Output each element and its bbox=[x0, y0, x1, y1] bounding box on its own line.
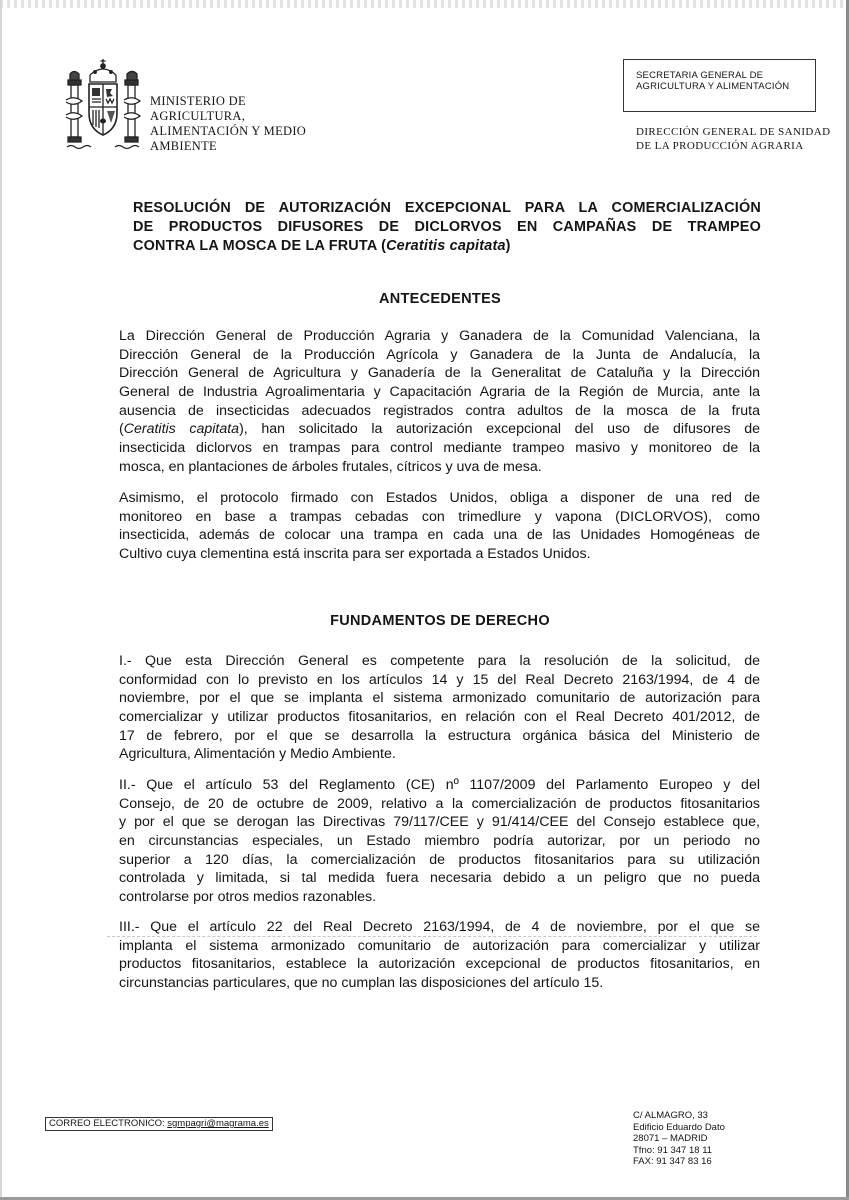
text-line: noviembre, por el que se implanta el sistema armonizado comunitario de autorización para bbox=[119, 690, 760, 707]
email-label: CORREO ELECTRONICO: bbox=[49, 1118, 165, 1129]
address-line: Edificio Eduardo Dato bbox=[633, 1121, 725, 1133]
text-line: General de Industria Agroalimentaria y Capacitación Agraria de la Región de Murcia, ante la bbox=[119, 384, 760, 401]
title-line bbox=[133, 237, 761, 256]
text-line: y por el que se derogan las Directivas 79/117/CEE y 91/414/CEE del Consejo establece que, bbox=[119, 814, 760, 831]
secretaria-line: SECRETARIA GENERAL DE bbox=[636, 70, 764, 81]
species-name: Ceratitis capitata bbox=[123, 421, 240, 438]
text-line: insecticida, además de colocar una trampa en cada una de las Unidades Homogéneas de bbox=[119, 527, 760, 544]
fundamentos-paragraph-2 bbox=[119, 776, 760, 907]
footer-address bbox=[633, 1110, 753, 1168]
text-line: (Ceratitis capitata), han solicitado la autorización excepcional del uso de difusores de bbox=[119, 421, 760, 438]
text-line: controlarse por otros medios razonables. bbox=[119, 889, 377, 906]
ministry-line: MINISTERIO DE bbox=[150, 94, 246, 108]
antecedentes-paragraph-2 bbox=[119, 489, 760, 564]
ministry-line: AMBIENTE bbox=[150, 139, 217, 153]
text-line: circunstancias particulares, que no cumplan las disposiciones del artículo 15. bbox=[119, 975, 604, 992]
text-line: ausencia de insecticidas adecuados registrados contra adultos de la mosca de la fruta bbox=[119, 402, 760, 419]
text-line: II.- Que el artículo 53 del Reglamento (CE) nº 1107/2009 del Parlamento Europeo y del bbox=[119, 777, 760, 793]
title-line: RESOLUCIÓN DE AUTORIZACIÓN EXCEPCIONAL PARA LA COMERCIALIZACIÓN bbox=[133, 200, 761, 216]
text-line: mosca, en plantaciones de árboles frutales, cítricos y uva de mesa. bbox=[119, 458, 542, 475]
text-line: conformidad con lo previsto en los artículos 14 y 15 del Real Decreto 2163/1994, de 4 de bbox=[119, 671, 760, 688]
heading-antecedentes: ANTECEDENTES bbox=[378, 291, 502, 307]
text-line: Agricultura, Alimentación y Medio Ambiente. bbox=[119, 746, 396, 763]
text-line: 17 de febrero, por el que se desarrolla la estructura orgánica básica del Ministerio de bbox=[119, 727, 760, 744]
text-line: monitoreo en base a trampas cebadas con trimedlure y vapona (DICLORVOS), como bbox=[119, 508, 760, 525]
text-line: Asimismo, el protocolo firmado con Estados Unidos, obliga a disponer de una red de bbox=[119, 490, 760, 506]
text-fragment: ), han solicitado la autorización excepcional del uso de difusores de bbox=[239, 421, 760, 438]
address-line: Tfno: 91 347 18 11 bbox=[633, 1144, 713, 1156]
text-line: La Dirección General de Producción Agraria y Ganadera de la Comunidad Valenciana, la bbox=[119, 328, 760, 344]
secretaria-box bbox=[623, 59, 816, 112]
spain-coat-of-arms-icon bbox=[62, 55, 144, 155]
text-line: en circunstancias especiales, un Estado miembro podría autorizar, por un periodo no bbox=[119, 833, 760, 850]
title-text: CONTRA LA MOSCA DE LA FRUTA ( bbox=[133, 238, 387, 254]
text-line: Cultivo cuya clementina está inscrita para ser exportada a Estados Unidos. bbox=[119, 546, 591, 563]
text-line: insecticida diclorvos en trampas para control mediante trampeo masivo y monitoreo de la bbox=[119, 440, 760, 457]
direccion-line: DE LA PRODUCCIÓN AGRARIA bbox=[636, 140, 804, 152]
fundamentos-paragraph-1 bbox=[119, 652, 760, 764]
text-line: I.- Que esta Dirección General es competente para la resolución de la solicitud, de bbox=[119, 653, 760, 669]
address-line: 28071 – MADRID bbox=[633, 1133, 708, 1144]
title-line: DE PRODUCTOS DIFUSORES DE DICLORVOS EN CAMPAÑAS DE TRAMPEO bbox=[133, 219, 761, 235]
text-line: Consejo, de 20 de octubre de 2009, relativo a la comercialización de productos fitosanitarios bbox=[119, 795, 760, 812]
secretaria-line: AGRICULTURA Y ALIMENTACIÓN bbox=[636, 81, 790, 92]
text-line: superior a 120 días, la comercialización de productos fitosanitarios para su utilización bbox=[119, 851, 760, 868]
address-line: FAX: 91 347 83 16 bbox=[633, 1156, 712, 1167]
ministry-line: AGRICULTURA, bbox=[150, 109, 246, 123]
fundamentos-paragraph-3 bbox=[119, 918, 760, 993]
text-line: III.- Que el artículo 22 del Real Decreto 2163/1994, de 4 de noviembre, por el que se bbox=[119, 919, 760, 935]
document-title bbox=[133, 199, 761, 256]
text-line: comercializar y utilizar productos fitosanitarios, en relación con el Real Decreto 401/2012, de bbox=[119, 709, 760, 726]
scan-edge-top bbox=[0, 0, 849, 8]
direccion-line: DIRECCIÓN GENERAL DE SANIDAD bbox=[636, 126, 831, 138]
ministry-line: ALIMENTACIÓN Y MEDIO bbox=[150, 124, 307, 138]
footer-email-box bbox=[45, 1117, 273, 1131]
title-text: ) bbox=[505, 238, 511, 254]
scan-edge-left bbox=[0, 0, 2, 1200]
email-link[interactable]: sgmpagri@magrama.es bbox=[167, 1118, 269, 1129]
text-line: Dirección General de Agricultura y Ganadería de la Generalitat de Cataluña y la Dirección bbox=[119, 365, 760, 382]
text-line: controlada y limitada, si tal medida fuera necesaria debido a un peligro que no pueda bbox=[119, 870, 760, 887]
antecedentes-paragraph-1 bbox=[119, 327, 760, 477]
title-species: Ceratitis capitata bbox=[386, 238, 506, 254]
text-line: implanta el sistema armonizado comunitario de autorización para comercializar y utilizar bbox=[119, 937, 760, 954]
direccion-general bbox=[636, 125, 841, 153]
address-line: C/ ALMAGRO, 33 bbox=[633, 1110, 708, 1121]
text-line: Dirección General de la Producción Agrícola y Ganadera de la Junta de Andalucía, la bbox=[119, 346, 760, 363]
ministry-name bbox=[150, 94, 320, 154]
text-line: productos fitosanitarios, establece la autorización excepcional de productos fitosanitarios, en bbox=[119, 956, 760, 973]
heading-fundamentos: FUNDAMENTOS DE DERECHO bbox=[330, 613, 550, 629]
